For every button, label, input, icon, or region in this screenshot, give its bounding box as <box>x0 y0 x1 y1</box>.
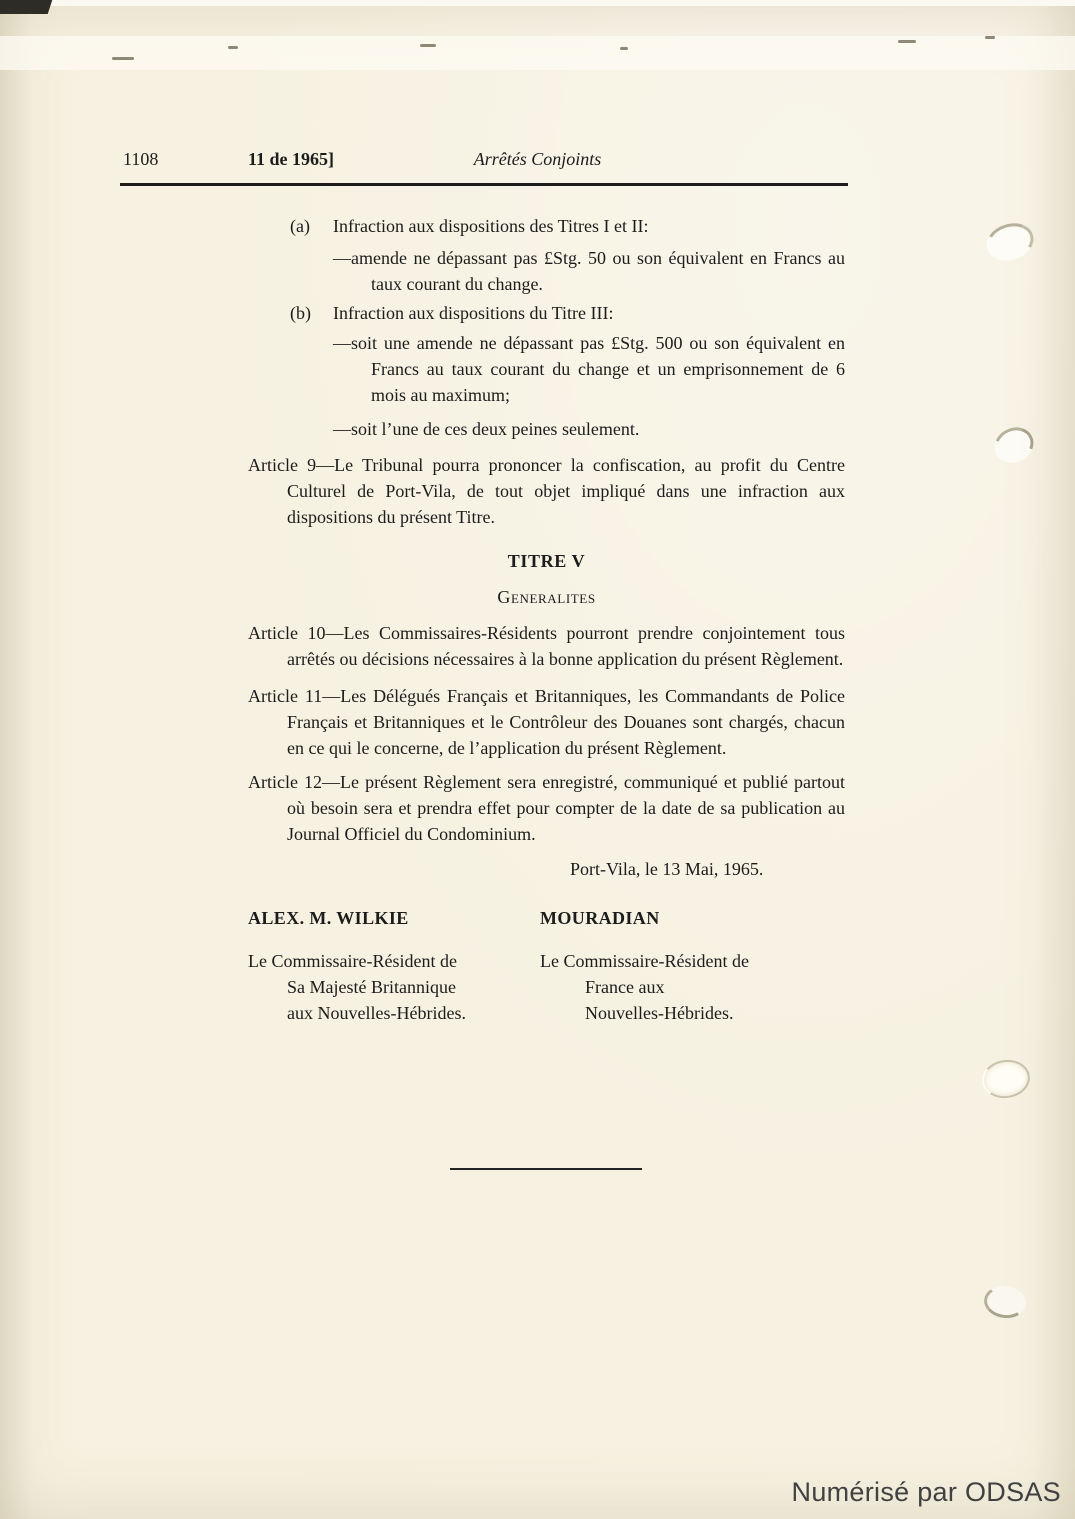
scan-top-edge <box>0 0 1075 6</box>
signature-title-line: Nouvelles-Hébrides. <box>585 1003 734 1023</box>
end-rule <box>450 1168 642 1170</box>
odsas-watermark: Numérisé par ODSAS <box>791 1477 1061 1507</box>
article-9: Article 9—Le Tribunal pourra prononcer la confiscation, au profit du Centre Culturel de Port-Vila, de tout objet impliqué dans une infraction aux dispositions du présent Titre. <box>248 455 845 527</box>
section-heading-titre-v: TITRE V <box>507 551 586 571</box>
signature-name-british: ALEX. M. WILKIE <box>248 908 409 928</box>
scan-dash-artifact <box>985 36 995 39</box>
running-title: Arrêtés Conjoints <box>473 149 602 169</box>
dateline: Port-Vila, le 13 Mai, 1965. <box>570 859 764 879</box>
scan-dash-artifact <box>112 57 134 60</box>
scan-corner-mark <box>0 0 52 14</box>
punch-hole <box>982 1283 1028 1321</box>
item-label: (b) <box>290 303 311 323</box>
item-label: (a) <box>290 216 310 236</box>
signature-title-line: Le Commissaire-Résident de <box>540 951 749 971</box>
signature-title-line: Sa Majesté Britannique <box>287 977 456 997</box>
punch-hole <box>982 217 1039 266</box>
signature-names-row <box>248 905 845 931</box>
item-b-clause-2: —soit l’une de ces deux peines seulement. <box>333 419 640 439</box>
signature-title-line: Le Commissaire-Résident de <box>248 951 457 971</box>
page-header <box>0 146 1075 174</box>
scan-dash-artifact <box>420 44 436 47</box>
signature-title-british <box>248 948 540 1026</box>
page-number: 1108 <box>123 149 159 169</box>
signature-title-line: aux Nouvelles-Hébrides. <box>287 1003 466 1023</box>
punch-hole <box>980 1057 1033 1101</box>
article-12: Article 12—Le présent Règlement sera enregistré, communiqué et publié partout où besoin sera et prendra effet pour compter de la date de sa publication au Journal Officiel du Condominium. <box>248 772 845 844</box>
article-10: Article 10—Les Commissaires-Résidents pourront prendre conjointement tous arrêtés ou décisions nécessaires à la bonne application du présent Règlement. <box>248 623 845 669</box>
list-item-a <box>290 213 845 239</box>
document-body <box>248 205 845 1026</box>
section-subheading-generalites: Generalites <box>497 587 596 607</box>
item-heading: Infraction aux dispositions des Titres I et II: <box>333 216 649 236</box>
list-item-b <box>290 300 845 326</box>
item-heading: Infraction aux dispositions du Titre III: <box>333 303 614 323</box>
item-b-clause-1: —soit une amende ne dépassant pas £Stg. 500 ou son équivalent en Francs au taux courant du change et un emprisonnement de 6 mois au maximum; <box>333 333 845 405</box>
signature-title-line: France aux <box>585 977 665 997</box>
article-11: Article 11—Les Délégués Français et Britanniques, les Commandants de Police Français et Britanniques et le Contrôleur des Douanes sont chargés, chacun en ce qui le concerne, de l’application du présent Règlement. <box>248 686 845 758</box>
scan-dash-artifact <box>620 47 628 50</box>
issue-number: 11 de 1965] <box>248 149 335 169</box>
signature-title-french <box>540 948 845 1026</box>
header-rule <box>120 183 848 186</box>
signature-name-french: MOURADIAN <box>540 908 660 928</box>
scan-dash-artifact <box>898 40 916 43</box>
signature-titles-row <box>248 948 845 1026</box>
scan-dash-artifact <box>228 46 238 49</box>
item-a-clause: —amende ne dépassant pas £Stg. 50 ou son équivalent en Francs au taux courant du change. <box>333 248 845 294</box>
punch-hole <box>989 421 1040 469</box>
